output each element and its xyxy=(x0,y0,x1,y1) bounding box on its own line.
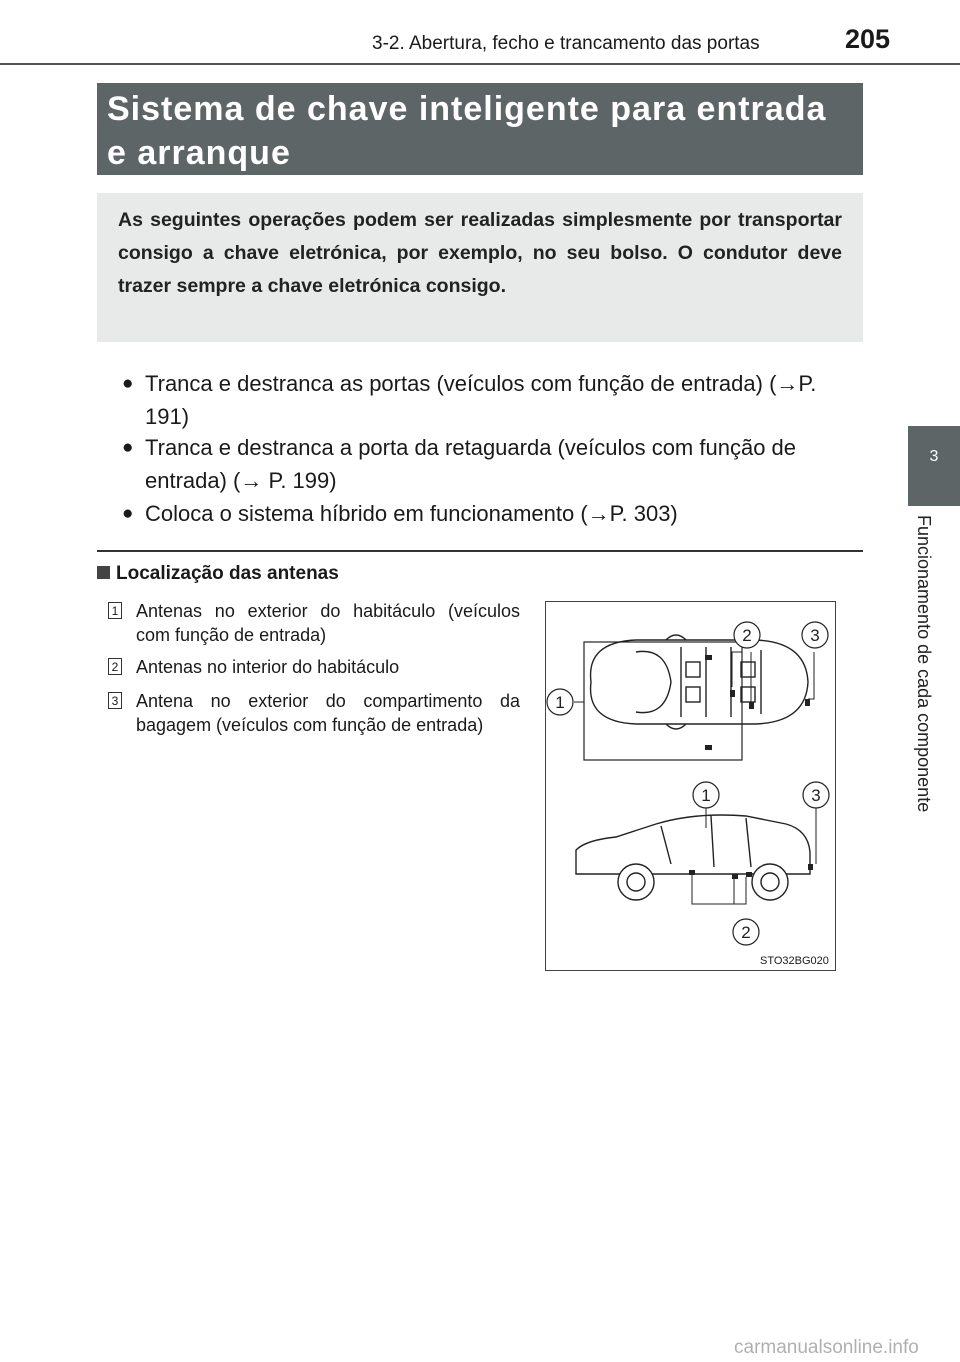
antenna-marker xyxy=(689,870,695,875)
bullet-item xyxy=(122,431,862,497)
antenna-marker xyxy=(808,864,813,870)
list-item xyxy=(108,655,520,679)
antenna-marker xyxy=(746,872,752,877)
item-number: 3 xyxy=(108,692,122,709)
diagram-callout: 3 xyxy=(810,626,820,645)
car-top-view xyxy=(591,635,808,729)
bullet-text: Tranca e destranca a porta da retaguarda (veículos com função de entrada) (→ P. 199) xyxy=(145,435,797,493)
diagram-code: STO32BG020 xyxy=(760,955,829,967)
diagram-callout: 2 xyxy=(741,923,751,942)
page-number: 205 xyxy=(845,24,891,54)
antenna-marker xyxy=(730,690,735,697)
intro-paragraph: As seguintes operações podem ser realizadas simplesmente por transportar consigo a chave eletrónica, por exemplo, no seu bolso. O condutor deve trazer sempre a chave eletrónica consigo. xyxy=(97,193,863,342)
antenna-marker xyxy=(732,874,738,879)
diagram-callout: 1 xyxy=(555,693,565,712)
bullet-dot-icon: ● xyxy=(122,503,134,524)
antenna-marker xyxy=(749,702,754,709)
chapter-label xyxy=(914,515,954,860)
watermark: carmanualsonline.info xyxy=(734,1337,919,1358)
subsection-heading xyxy=(97,563,339,585)
diagram-callout: 3 xyxy=(811,786,821,805)
square-bullet-icon xyxy=(97,566,110,579)
item-text: Antenas no exterior do habitáculo (veículos com função de entrada) xyxy=(136,601,520,645)
antenna-marker xyxy=(705,655,712,660)
header-section-title: 3-2. Abertura, fecho e trancamento das portas xyxy=(372,33,760,54)
bullet-text: Coloca o sistema híbrido em funcionamento (→P. 303) xyxy=(145,501,678,526)
diagram-callout: 1 xyxy=(701,786,711,805)
item-number: 2 xyxy=(108,658,122,675)
item-number: 1 xyxy=(108,602,122,619)
chapter-tab xyxy=(908,426,960,506)
car-side-view xyxy=(576,815,810,900)
list-item xyxy=(108,689,520,737)
antenna-location-diagram xyxy=(545,601,836,971)
header-divider xyxy=(0,63,960,65)
bullet-text: Tranca e destranca as portas (veículos com função de entrada) (→P. 191) xyxy=(145,371,817,429)
item-text: Antena no exterior do compartimento da bagagem (veículos com função de entrada) xyxy=(136,691,520,735)
subsection-title: Localização das antenas xyxy=(116,563,339,584)
item-text: Antenas no interior do habitáculo xyxy=(136,657,400,677)
diagram-callout: 2 xyxy=(742,626,752,645)
bullet-item xyxy=(122,367,862,433)
car-diagram-svg xyxy=(546,602,835,970)
list-item xyxy=(108,599,520,647)
bullet-dot-icon: ● xyxy=(122,373,134,394)
bullet-item xyxy=(122,497,862,530)
bullet-dot-icon: ● xyxy=(122,437,134,458)
page-title: Sistema de chave inteligente para entrada e arranque xyxy=(97,83,863,175)
antenna-marker xyxy=(705,745,712,750)
antenna-marker xyxy=(805,699,810,706)
chapter-label-text: Funcionamento de cada componente xyxy=(914,515,934,813)
chapter-tab-number: 3 xyxy=(929,448,939,465)
section-divider xyxy=(97,550,863,552)
